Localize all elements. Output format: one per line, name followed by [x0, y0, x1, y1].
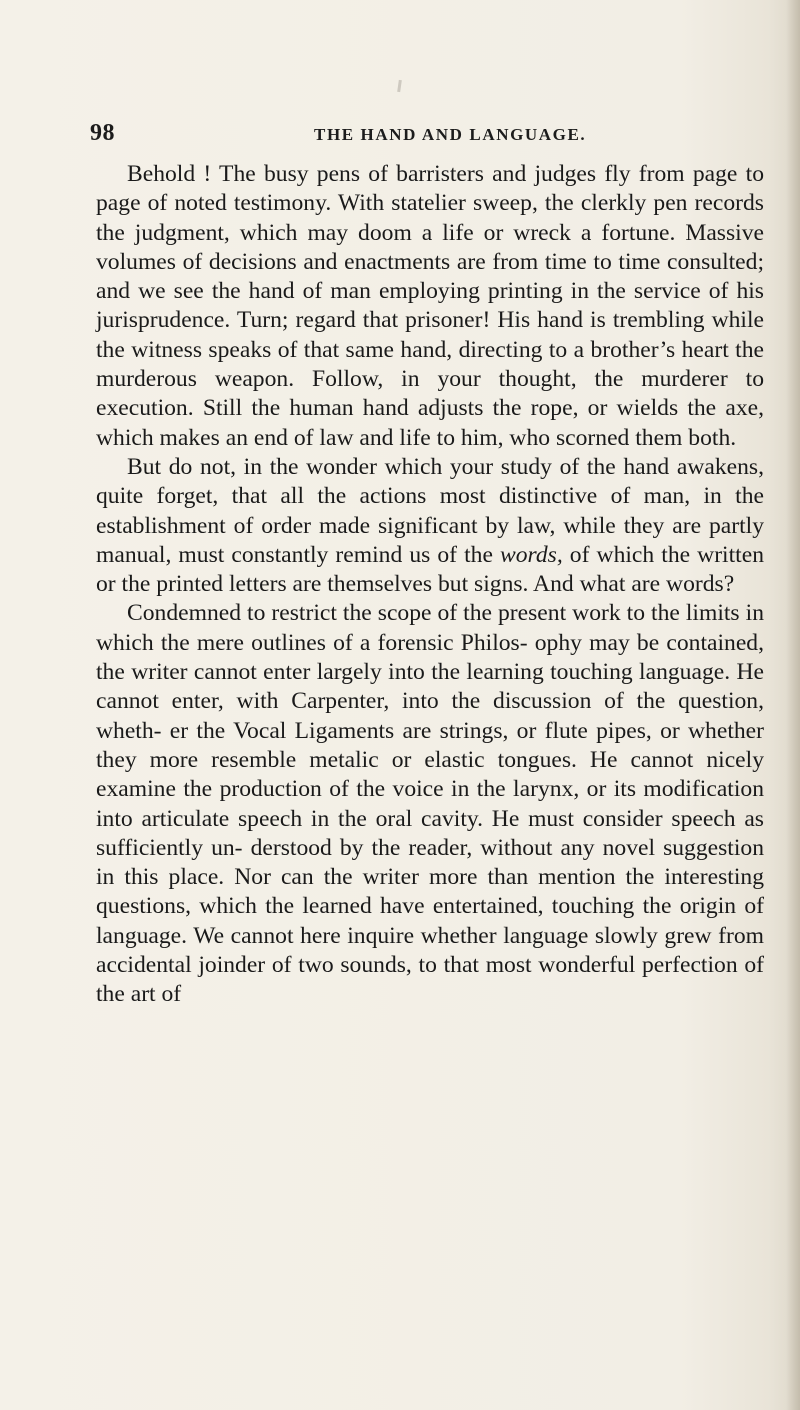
paragraph: [96, 599, 764, 1009]
body-text: [96, 160, 764, 1010]
stray-ink-mark: [397, 80, 402, 92]
paragraph-text: But do not, in the wonder which your study of the hand awakens, quite forget, that all the actions most distinctive of man, in the establishment of order made significant by law, while they are partly manual, must constantly remind us of the: [96, 453, 764, 568]
page-edge-shadow: [786, 0, 800, 1410]
page-number: 98: [90, 120, 115, 146]
page-header: [90, 120, 760, 150]
paragraph: [96, 160, 764, 453]
paragraph-text: Behold ! The busy pens of barristers and judges fly from page to page of noted testimony. With statelier sweep, the clerkly pen records the judgment, which may doom a life or wreck a fortune. Massive volumes of decisions and enactments are from time to time consulted; and we see the hand of man employing printing in the service of his jurisprudence. Turn; regard that prisoner! His hand is trembling while the witness speaks of that same hand, directing to a brother’s heart the murderous weapon. Follow, in your thought, the murderer to execution. Still the human hand adjusts the rope, or wields the axe, which makes an end of law and life to him, who scorned them both.: [96, 161, 764, 451]
italic-word: words,: [500, 541, 563, 568]
paragraph-text: Condemned to restrict the scope of the present work to the limits in which the mere outlines of a forensic Philos- ophy may be contained, the writer cannot enter largely into the learning touching language. He cannot enter, with Carpenter, into the discussion of the question, wheth- er the Vocal Ligaments are strings, or flute pipes, or whether they more resemble metalic or elastic tongues. He cannot nicely examine the production of the voice in the larynx, or its modification into articulate speech in the oral cavity. He must consider speech as sufficiently un- derstood by the reader, without any novel suggestion in this place. Nor can the writer more than mention the interesting questions, which the learned have entertained, touching the origin of language. We cannot here inquire whether language slowly grew from accidental joinder of two sounds, to that most wonderful perfection of the art of: [96, 600, 764, 1008]
paragraph-text: of which the written or the printed letters are themselves but signs. And what are words?: [96, 541, 764, 598]
running-title: THE HAND AND LANGUAGE.: [314, 125, 587, 144]
paragraph: [96, 453, 764, 599]
